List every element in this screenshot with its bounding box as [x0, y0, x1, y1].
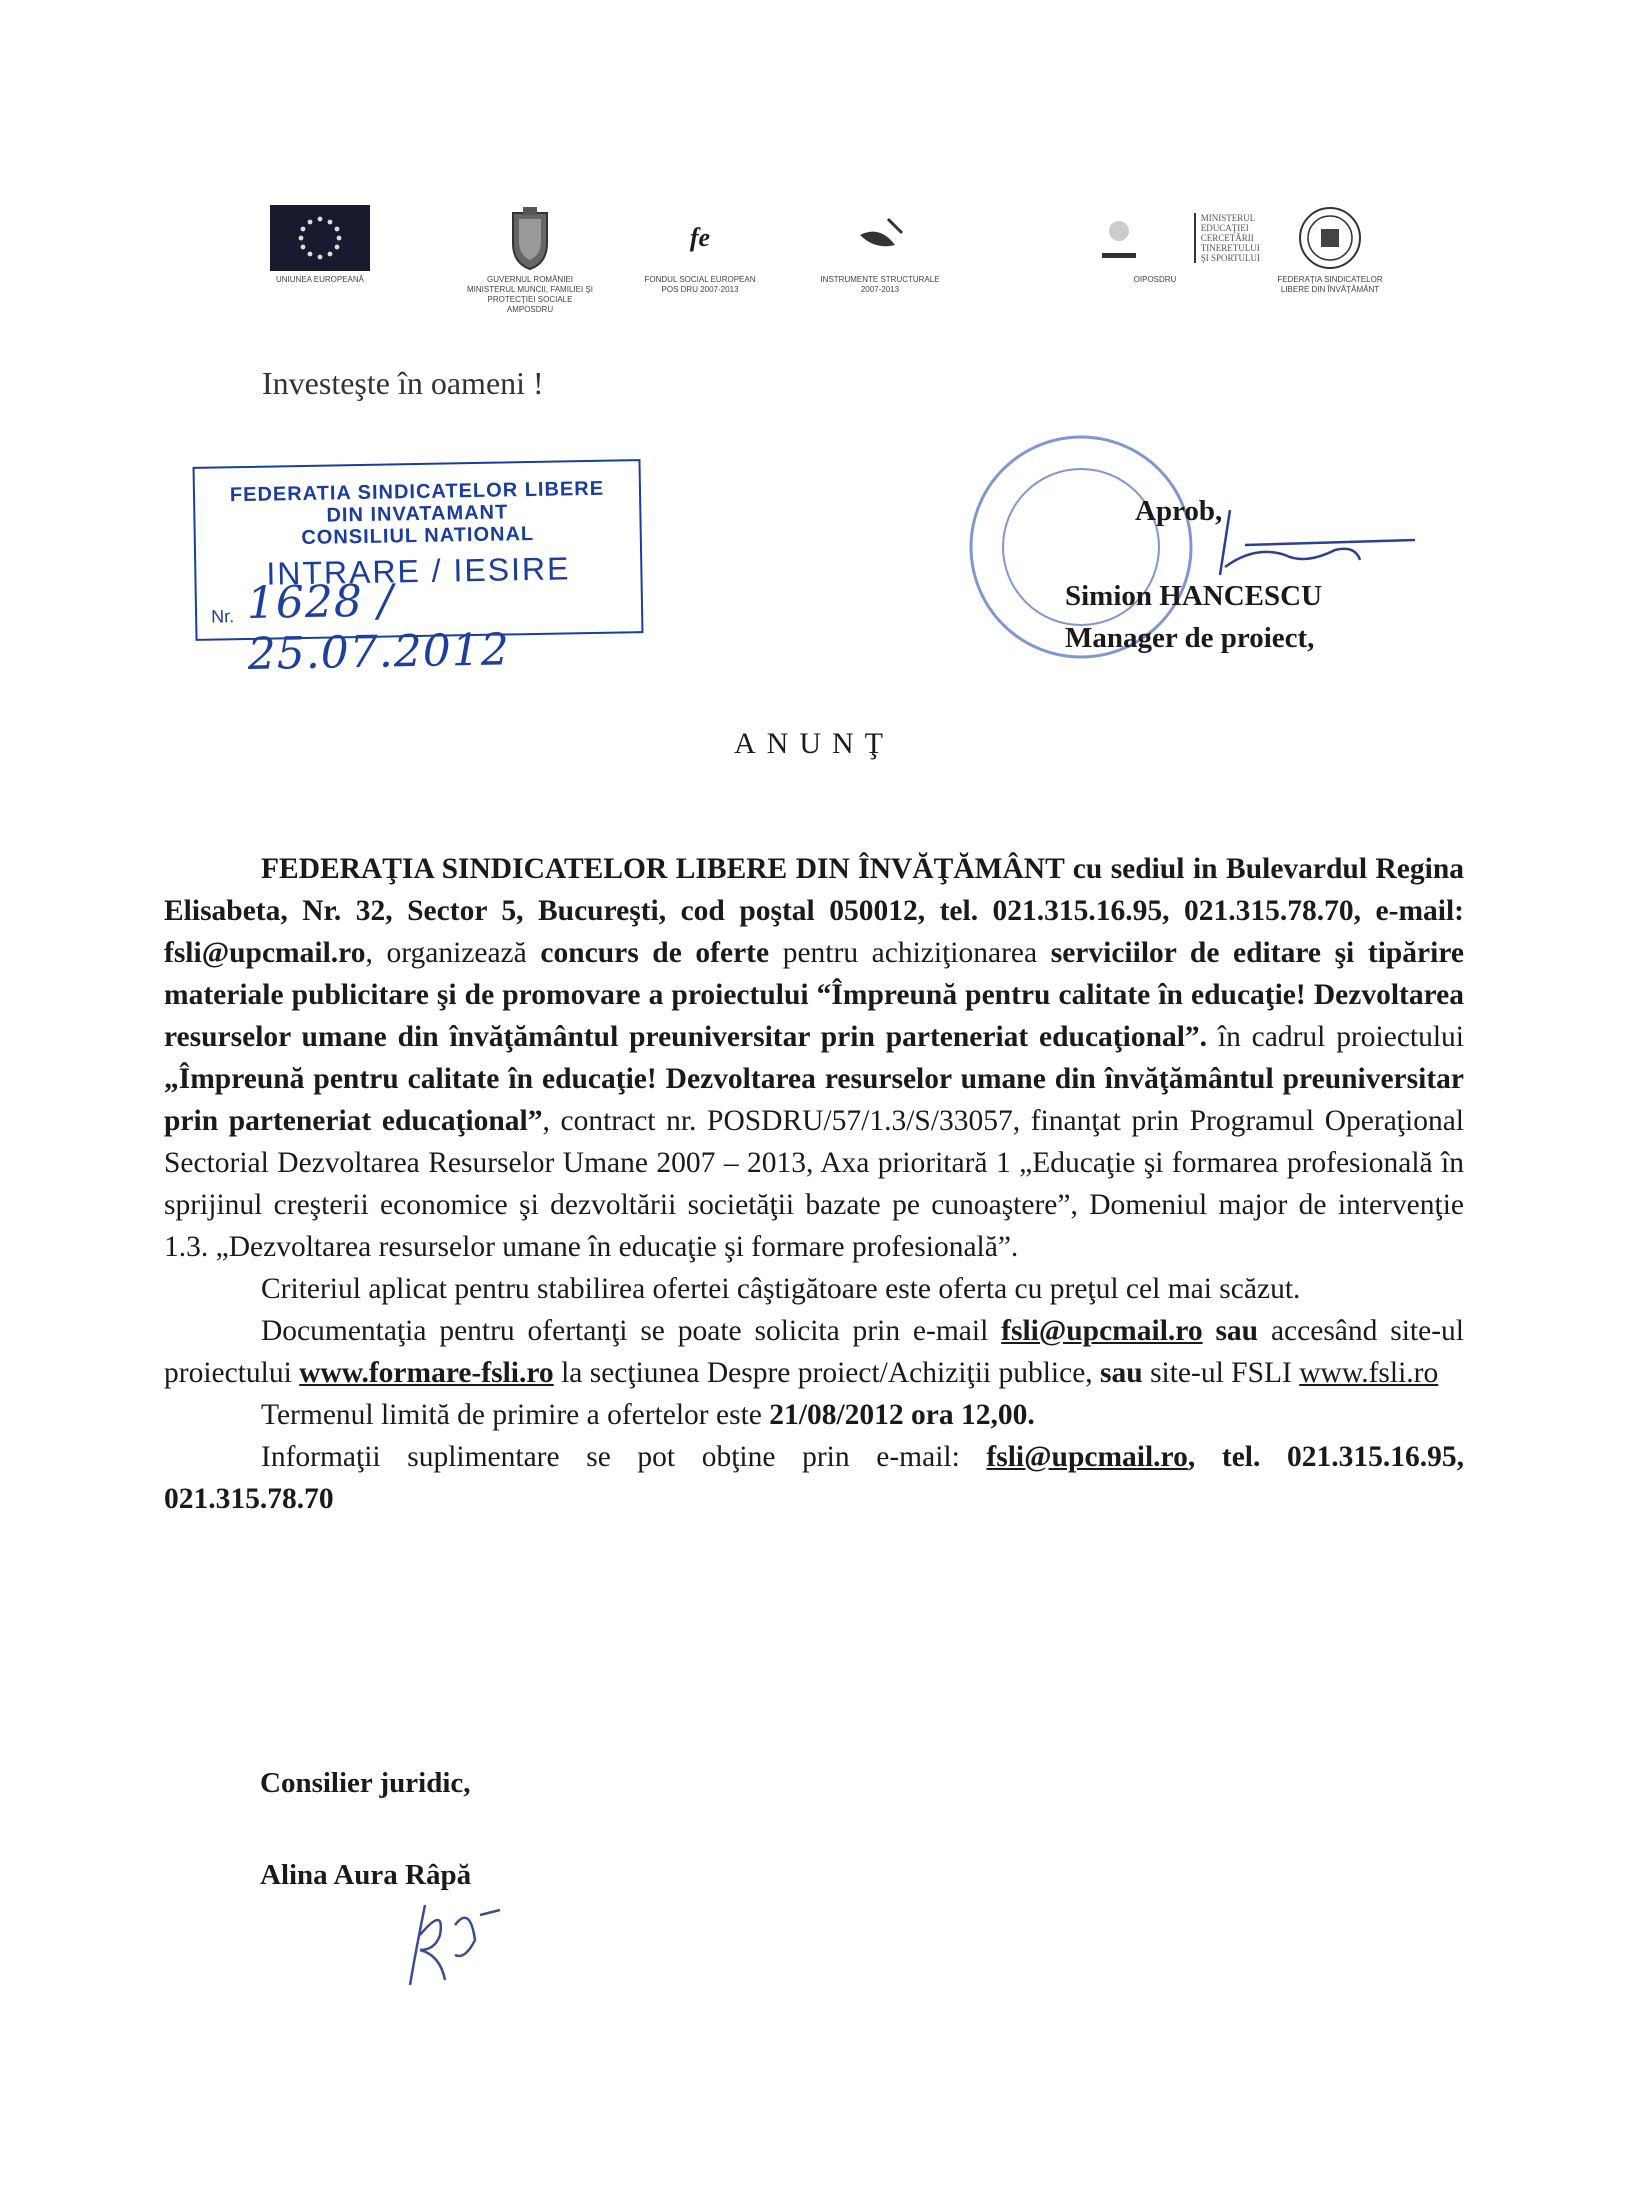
eu-flag-icon	[270, 205, 370, 271]
text: la secţiunea Despre proiect/Achiziţii publice,	[553, 1357, 1101, 1389]
logo-row	[230, 205, 1430, 335]
logo-caption: INSTRUMENTE STRUCTURALE 2007-2013	[820, 275, 940, 294]
paragraph-2: Criteriul aplicat pentru stabilirea ofertei câştigătoare este oferta cu preţul cel mai scăzut.	[261, 1273, 1301, 1305]
text: , organizează	[365, 937, 541, 969]
email-link[interactable]: fsli@upcmail.ro	[986, 1441, 1188, 1473]
logo-caption: FEDERAŢIA SINDICATELOR LIBERE DIN ÎNVĂŢĂMÂNT	[1277, 275, 1383, 294]
deadline: 21/08/2012 ora 12,00.	[769, 1399, 1035, 1431]
stamp-line: FEDERATIA SINDICATELOR LIBERE	[229, 477, 605, 507]
text: Informaţii suplimentare se pot obţine prin e-mail:	[261, 1441, 987, 1473]
stamp-line: INTRARE / IESIRE	[266, 550, 571, 592]
logo-caption: GUVERNUL ROMÂNIEI MINISTERUL MUNCII, FAMILIEI ŞI PROTECŢIEI SOCIALE AMPOSDRU	[467, 275, 593, 314]
paragraph-5	[164, 1436, 1464, 1520]
slogan: Investeşte în oameni !	[262, 365, 544, 401]
structural-instruments-icon	[840, 205, 920, 271]
text: pentru achiziţionarea	[769, 937, 1051, 969]
fsli-emblem-icon	[1297, 205, 1363, 271]
approver-name: Simion HANCESCU	[1065, 580, 1323, 612]
text-bold: sau	[1202, 1315, 1259, 1347]
fse-logo	[610, 205, 790, 295]
text-bold: concurs de oferte	[540, 937, 770, 969]
text: Termenul limită de primire a ofertelor este	[261, 1399, 770, 1431]
signatory-role: Consilier juridic,	[260, 1767, 471, 1799]
signatory-name: Alina Aura Râpă	[260, 1859, 472, 1891]
ministry-education-logo	[1050, 205, 1260, 285]
handwritten-registration-number: 1628 / 25.07.2012	[246, 575, 511, 680]
text-bold: FEDERAŢIA SINDICATELOR LIBERE DIN ÎNVĂŢĂMÂNT cu sediul in Bulevardul Regina Elisabeta, Nr. 32, Sector 5, Bucureşti, cod poştal 050012, tel. 021.315.16.95, 021.315.78.70, e-mail: fsli@upcmail.ro	[164, 853, 1464, 969]
signatory-signature	[395, 1895, 535, 1995]
approver-signature	[1185, 505, 1425, 585]
fsli-logo	[1240, 205, 1420, 295]
text-bold: „Împreună pentru calitate în educaţie! Dezvoltarea resurselor umane din învăţământul preuniversitar prin parteneriat educaţional”	[164, 1063, 1464, 1137]
email-link[interactable]: fsli@upcmail.ro	[1001, 1315, 1203, 1347]
announcement-body	[164, 848, 1464, 1520]
approver-role: Manager de proiect,	[1065, 622, 1315, 654]
text: Documentaţia pentru ofertanţi se poate solicita prin e-mail	[261, 1315, 1002, 1347]
text-bold: sau	[1100, 1357, 1143, 1389]
paragraph-3	[164, 1310, 1464, 1394]
text: accesând site-ul proiectului	[164, 1315, 1464, 1389]
paragraph-1	[164, 848, 1464, 1268]
stamp-nr-label: Nr.	[210, 606, 235, 627]
phone-numbers: , tel. 021.315.16.95, 021.315.78.70	[164, 1441, 1464, 1515]
logo-caption: OIPOSDRU	[1133, 275, 1177, 284]
logo-caption: FONDUL SOCIAL EUROPEAN POS DRU 2007-2013	[644, 275, 756, 294]
romanian-government-logo	[440, 205, 620, 315]
text: site-ul FSLI	[1142, 1357, 1300, 1389]
fsli-site-link[interactable]: www.fsli.ro	[1299, 1357, 1439, 1389]
ministry-crest-icon	[1100, 213, 1138, 263]
text: în cadrul proiectului	[1207, 1021, 1465, 1053]
registration-stamp	[193, 459, 644, 680]
stamp-line: CONSILIUL NATIONAL	[301, 522, 535, 550]
coat-of-arms-icon	[505, 205, 555, 271]
text: , contract nr. POSDRU/57/1.3/S/33057, finanţat prin Programul Operaţional Sectorial Dezvoltarea Resurselor Umane 2007 – 2013, Axa prioritară 1 „Educaţie şi formarea profesională în sprijinul creşterii economice şi dezvoltării societăţii bazate pe cunoaştere”, Domeniul major de intervenţie 1.3. „Dezvoltarea resurselor umane în educaţie şi formare profesională”.	[164, 1105, 1464, 1263]
document-title: ANUNŢ	[734, 727, 894, 760]
fse-mark: fe	[689, 223, 711, 252]
closing-block	[260, 1767, 472, 1891]
text-bold: serviciilor de editare şi tipărire materiale publicitare şi de promovare a proiectului “Împreună pentru calitate în educaţie! Dezvoltarea resurselor umane din învăţământul preuniversitar prin parteneriat educaţional”.	[164, 937, 1464, 1053]
approval-label: Aprob,	[1135, 495, 1223, 527]
logo-caption: UNIUNEA EUROPEANĂ	[275, 275, 365, 284]
stamp-line: DIN INVATAMANT	[326, 501, 509, 527]
project-site-link[interactable]: www.formare-fsli.ro	[299, 1357, 554, 1389]
structural-instruments-logo	[790, 205, 970, 295]
ministry-name: MINISTERUL EDUCAŢIEI CERCETĂRII TINERETULUI ŞI SPORTULUI	[1194, 213, 1260, 263]
eu-flag-logo	[230, 205, 410, 285]
paragraph-4	[164, 1394, 1464, 1436]
